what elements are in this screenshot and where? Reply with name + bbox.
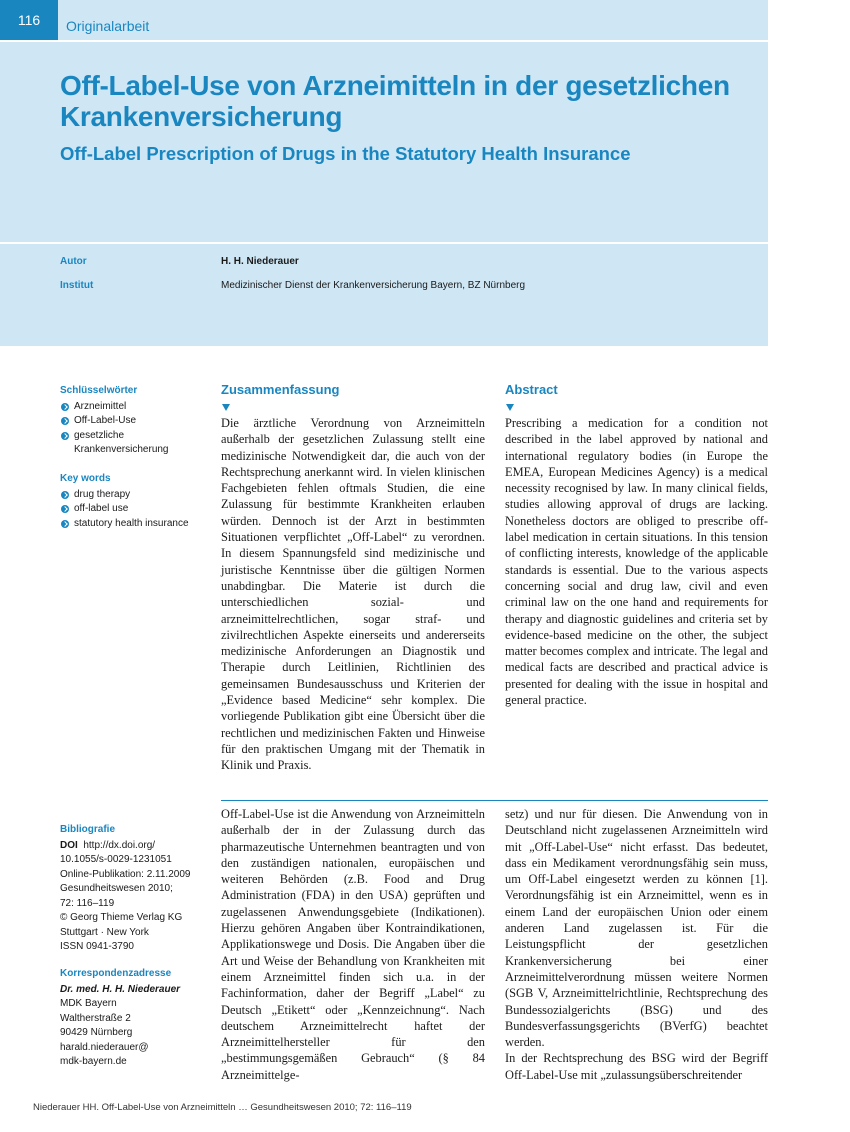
author-label: Autor [60, 256, 87, 267]
summary-paragraph: Die ärztliche Verordnung von Arzneimitteln außerhalb der gesetzlichen Zulassung stellt eine medizinische Notwendigkeit dar, die auch von der Rechtsprechung anerkannt wird. In vielen klinischen Fachgebieten fehlen oftmals Studien, die eine Zulassung für bestimmte Krankheiten erlauben würden. Dennoch ist der Arzt in bestimmten Situationen verpflichtet „Off-Label“ zu verordnen. In diesem Spannungsfeld sind medizinische und juristische Kenntnisse über die gültigen Normen unabdingbar. Die Materie ist durch die unterschiedlichen sozial- und arzneimittelrechtlichen, sogar straf- und zivilrechtlichen Aspekte einerseits und andererseits medizinische Anforderungen an Diagnostik und Therapie durch Leitlinien, Richtlinien des gemeinsamen Bundesausschuss und Kriterien der „Evidence based Medicine“ sehr komplex. Die vorliegende Publikation gibt eine Übersicht über die rechtlichen und medizinischen Fakten und Hinweise für den praktischen Umgang mit der Thematik in Klinik und Praxis. [221, 416, 485, 773]
bullet-icon [61, 417, 69, 425]
address-line: MDK Bayern [60, 998, 117, 1009]
triangle-down-icon [222, 404, 230, 411]
footer-citation: Niederauer HH. Off-Label-Use von Arzneimitteln … Gesundheitswesen 2010; 72: 116–119 [33, 1102, 412, 1113]
summary-text [221, 415, 485, 774]
bibliography [60, 823, 210, 955]
section-label: Originalarbeit [66, 18, 150, 34]
journal-line: Gesundheitswesen 2010; [60, 883, 173, 894]
page-number [0, 0, 58, 40]
correspondence [60, 967, 210, 1070]
correspondence-title: Korrespondenzadresse [60, 968, 172, 979]
keywords-en [60, 472, 210, 531]
email-line: harald.niederauer@ [60, 1041, 149, 1053]
keywords-de [60, 384, 210, 458]
doi-line: DOI http://dx.doi.org/ [60, 839, 156, 851]
keywords-en-title: Key words [60, 473, 111, 484]
triangle-down-icon [506, 404, 514, 411]
abstract-paragraph: Prescribing a medication for a condition not described in the label approved by national and international regulatory bodies (in Europe the EMEA, European Medicines Agency) is a medical necessity recognised by law. In many clinical fields, studies allowing approval of drugs are lacking. Nonetheless doctors are obliged to prescribe off-label medication in certain situations. In this tension of conflicting interests, knowledge of the applicable standards is essential. Due to the various aspects concerning social and drug law, civil and even criminal law on the one hand and requirements for therapy and diagnostic guidelines and criteria set by evidence-based medicine on the other, the subject matter becomes complex and intricate. The legal and medical facts are described and practical advice is presented for dealing with the issue in hospital and general practice. [505, 416, 768, 708]
header-band [0, 0, 768, 346]
address-line: Waltherstraße 2 [60, 1012, 131, 1024]
institute-label: Institut [60, 280, 94, 291]
keywords-en-list [60, 488, 210, 532]
institute-name: Medizinischer Dienst der Krankenversicherung Bayern, BZ Nürnberg [221, 280, 526, 291]
article-title: Off-Label-Use von Arzneimitteln in der gesetzlichen Krankenversicherung [60, 70, 730, 132]
page-number-text: 116 [17, 12, 41, 28]
email-line: mdk-bayern.de [60, 1056, 127, 1067]
volume-pages: 72: 116–119 [60, 897, 115, 909]
publisher-city: Stuttgart · New York [60, 926, 149, 938]
publisher: © Georg Thieme Verlag KG [60, 912, 183, 923]
abstract-heading: Abstract [505, 382, 558, 397]
body-column-1 [221, 806, 485, 1083]
header-separator [0, 40, 768, 42]
body-column-2 [505, 806, 768, 1083]
title-divider [0, 242, 768, 244]
article-subtitle: Off-Label Prescription of Drugs in the Statutory Health Insurance [60, 143, 631, 164]
bullet-icon [61, 491, 69, 499]
address-line: 90429 Nürnberg [60, 1027, 133, 1038]
body-paragraph: Off-Label-Use ist die Anwendung von Arzneimitteln außerhalb der in der Zulassung durch das pharmazeutische Unternehmen beantragten und von den zuständigen nationalen, europäischen und weiteren Behörden (z.B. Food and Drug Administration (FDA) in den USA) geprüften und zugelassenen Anwendungsgebiete (Indikationen). Hierzu gehören Angaben über Kontraindikationen, Applikationswege und Dosis. Die Angaben über die Art und Weise der Behandlung von Krankheiten mit einem Arzneimittel finden sich u.a. in der Fachinformation, daher der Begriff „Label“ zu Deutsch „Etikett“ oder „Kennzeichnung“. Nach deutschem Arzneimittelrecht haftet der Arzneimittelhersteller für den „bestimmungsgemäßen Gebrauch“ (§ 84 Arzneimittelge- [221, 807, 485, 1082]
keyword-item: off-label use [60, 502, 210, 517]
issn: ISSN 0941-3790 [60, 941, 134, 952]
keywords-de-title: Schlüsselwörter [60, 385, 138, 396]
bibliography-title: Bibliografie [60, 824, 116, 835]
author-name: H. H. Niederauer [221, 256, 299, 267]
keyword-item: gesetzliche Krankenversicherung [60, 429, 210, 458]
keywords-de-list [60, 400, 210, 458]
doi-value: 10.1055/s-0029-1231051 [60, 854, 172, 865]
body-divider [221, 800, 768, 801]
bullet-icon [61, 403, 69, 411]
keyword-item: drug therapy [60, 488, 210, 503]
keyword-item: Arzneimittel [60, 400, 210, 415]
bullet-icon [61, 505, 69, 513]
body-paragraph: setz) und nur für diesen. Die Anwendung von in Deutschland nicht zugelassenen Arzneimitteln wird mit „Off-Label-Use“ nicht erfasst. Das bedeutet, dass ein Medikament verordnungsfähig sein muss, um Off-Label eingesetzt werden zu können [1]. Verordnungsfähig ist ein Arzneimittel, wenn es in einem Land der europäischen Union oder einem anderen Land zugelassen ist. Für die Leistungspflicht der gesetzlichen Krankenversicherung bei einer Arzneimittelverordnung müssen weitere Normen (SGB V, Arzneimittelrichtlinie, Rechtsprechung des Bundessozialgerichts (BSG) und des Bundesverfassungsgerichts (BVerfG) beachtet werden. [505, 807, 768, 1050]
bullet-icon [61, 520, 69, 528]
keyword-item: Off-Label-Use [60, 414, 210, 429]
abstract-text [505, 415, 768, 708]
bullet-icon [61, 432, 69, 440]
correspondence-name: Dr. med. H. H. Niederauer [60, 983, 181, 995]
keyword-item: statutory health insurance [60, 517, 210, 532]
online-date: Online-Publikation: 2.11.2009 [60, 868, 191, 880]
body-paragraph: In der Rechtsprechung des BSG wird der Begriff Off-Label-Use mit „zulassungsüberschreitender [505, 1051, 768, 1082]
summary-heading: Zusammenfassung [221, 382, 340, 397]
